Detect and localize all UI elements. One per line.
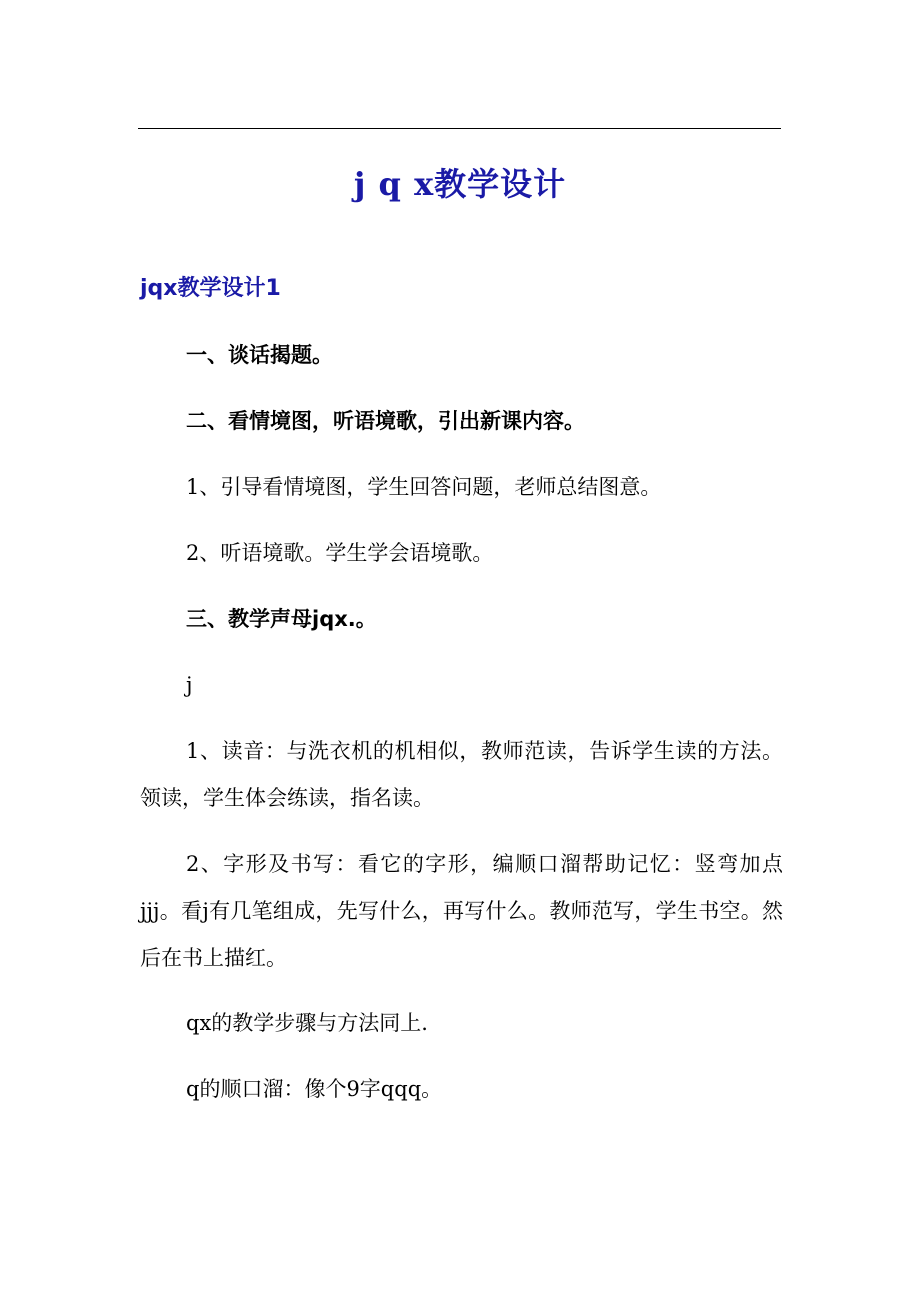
- paragraph: qx的教学步骤与方法同上.: [186, 1011, 428, 1035]
- document-title: j q x教学设计: [353, 165, 567, 203]
- paragraph: 1、引导看情境图，学生回答问题，老师总结图意。: [186, 475, 662, 499]
- paragraph: q的顺口溜：像个9字qqq。: [186, 1077, 443, 1101]
- paragraph: 2、字形及书写：看它的字形，编顺口溜帮助记忆：竖弯加点jjj。看j有几笔组成，先写什么，再写什么。教师范写，学生书空。然后在书上描红。: [140, 852, 783, 970]
- header-divider: [138, 128, 781, 129]
- paragraph: 2、听语境歌。学生学会语境歌。: [186, 541, 494, 565]
- section-heading: jqx教学设计1: [140, 276, 281, 301]
- paragraph-heading-3: 三、教学声母jqx.。: [186, 607, 377, 631]
- paragraph: 1、读音：与洗衣机的机相似，教师范读，告诉学生读的方法。领读，学生体会练读，指名读。: [140, 739, 783, 810]
- paragraph-heading-1: 一、谈话揭题。: [186, 343, 333, 367]
- paragraph-heading-2: 二、看情境图，听语境歌，引出新课内容。: [186, 409, 585, 433]
- paragraph: j: [186, 673, 193, 697]
